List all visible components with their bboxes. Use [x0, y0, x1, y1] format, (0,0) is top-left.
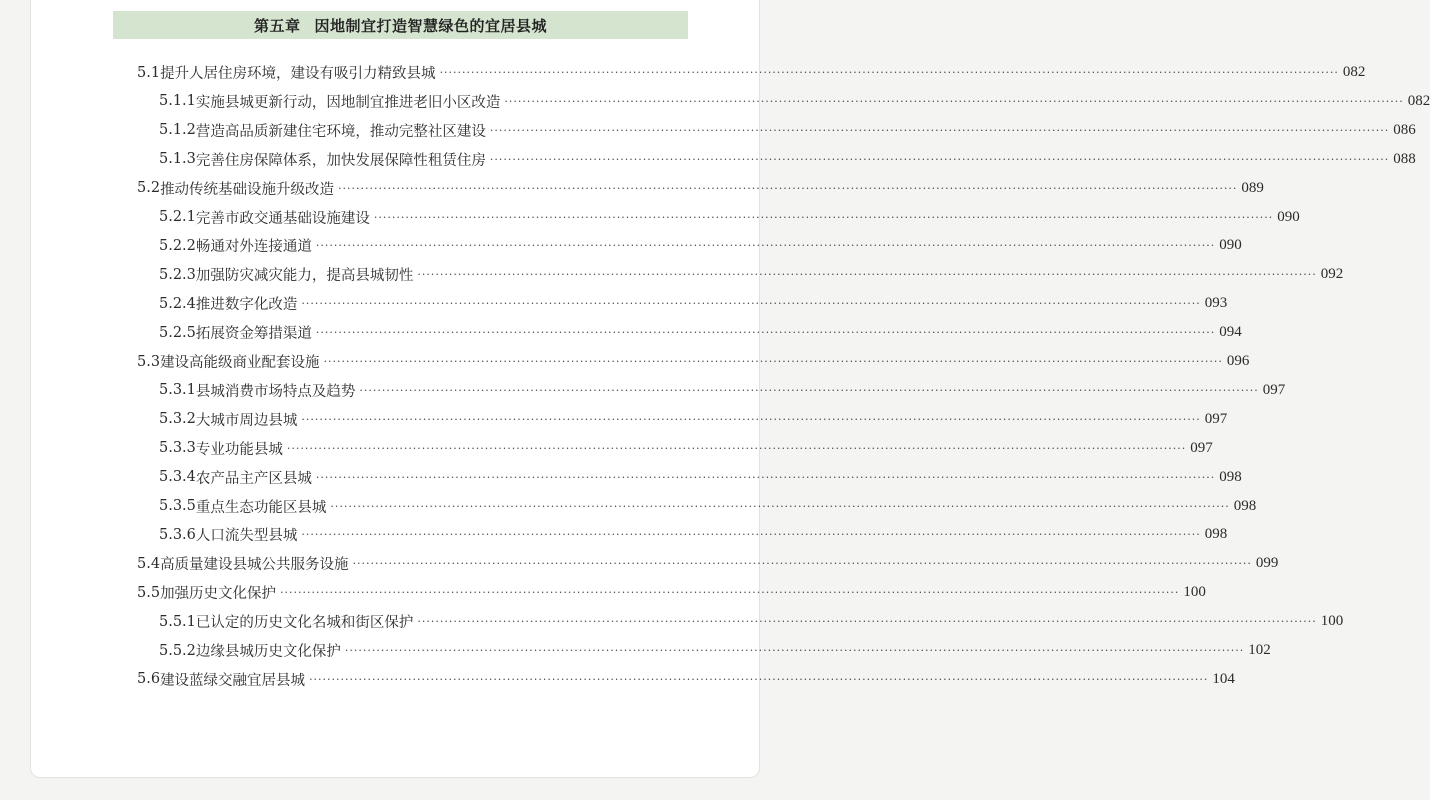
toc-entry-title: 高质量建设县城公共服务设施 — [160, 557, 349, 574]
toc-entry-title: 人口流失型县城 — [195, 528, 298, 545]
toc-entry[interactable] — [137, 549, 1279, 578]
toc-leader-dots: ········································································································································································································ — [417, 268, 1317, 282]
toc-entry[interactable] — [159, 636, 1271, 665]
toc-entry-number: 5.1.3 — [159, 151, 196, 168]
toc-leader-dots: ········································································································································································································ — [323, 355, 1223, 368]
toc-leader-dots: ········································································································································································································ — [417, 615, 1317, 629]
toc-leader-dots: ········································································································································································································ — [330, 499, 1230, 513]
toc-entry[interactable] — [159, 87, 1430, 116]
toc-entry-number: 5.5.2 — [159, 642, 196, 659]
toc-entry-page: 094 — [1219, 324, 1242, 341]
toc-entry-page: 090 — [1219, 237, 1242, 254]
toc-entry-title: 已认定的历史文化名城和街区保护 — [195, 615, 414, 632]
toc-entry-page: 093 — [1204, 295, 1228, 312]
toc-leader-dots: ········································································································································································································ — [344, 644, 1245, 657]
toc-leader-dots: ········································································································································································································ — [301, 297, 1201, 311]
toc-entry-number: 5.2 — [137, 180, 161, 197]
toc-entry-page: 102 — [1248, 642, 1271, 658]
toc-entry[interactable] — [159, 520, 1228, 549]
toc-entry[interactable] — [137, 58, 1366, 87]
chapter-header — [113, 11, 688, 39]
toc-entry-page: 100 — [1320, 613, 1344, 630]
toc-entry-title: 推进数字化改造 — [195, 297, 298, 314]
toc-entry-number: 5.3.2 — [159, 411, 196, 428]
toc-leader-dots: ········································································································································································································ — [439, 66, 1339, 79]
toc-entry-page: 082 — [1342, 64, 1366, 80]
toc-leader-dots: ········································································································································································································ — [280, 586, 1180, 600]
toc-leader-dots: ········································································································································································································ — [359, 383, 1259, 397]
toc-entry-page: 097 — [1204, 410, 1228, 427]
toc-entry-number: 5.1.1 — [159, 93, 196, 110]
toc-entry[interactable] — [159, 116, 1416, 145]
toc-entry-title: 加强防灾减灾能力，提高县城韧性 — [195, 268, 414, 285]
toc-entry-title: 畅通对外连接通道 — [195, 239, 312, 256]
toc-leader-dots: ········································································································································································································ — [338, 181, 1238, 195]
toc-entry-title: 边缘县城历史文化保护 — [195, 644, 341, 660]
toc-leader-dots: ········································································································································································································ — [286, 441, 1187, 455]
toc-entry-page: 088 — [1393, 150, 1416, 167]
toc-entry-number: 5.5 — [137, 584, 161, 601]
toc-entry[interactable] — [159, 145, 1416, 174]
toc-entry-page: 092 — [1320, 266, 1344, 283]
toc-entry[interactable] — [137, 665, 1235, 694]
toc-entry-page: 096 — [1226, 353, 1250, 369]
toc-entry-title: 专业功能县城 — [195, 441, 283, 458]
toc-entry-number: 5.1.2 — [159, 122, 196, 139]
toc-entry-number: 5.3.4 — [159, 469, 196, 486]
toc-entry-number: 5.4 — [137, 555, 161, 572]
toc-leader-dots: ········································································································································································································ — [489, 152, 1390, 166]
toc-entry-number: 5.5.1 — [159, 613, 196, 630]
toc-entry-page: 090 — [1277, 208, 1300, 225]
toc-entry-title: 实施县城更新行动，因地制宜推进老旧小区改造 — [195, 94, 501, 111]
toc-leader-dots: ········································································································································································································ — [489, 123, 1390, 137]
toc-entry-number: 5.2.1 — [159, 209, 196, 225]
toc-entry-number: 5.3.1 — [159, 382, 196, 399]
toc-leader-dots: ········································································································································································································ — [315, 326, 1216, 340]
toc-entry-title: 完善市政交通基础设施建设 — [195, 210, 370, 227]
toc-entry[interactable] — [159, 203, 1300, 232]
toc-leader-dots: ········································································································································································································ — [352, 557, 1252, 571]
toc-entry-page: 086 — [1393, 121, 1416, 138]
toc-entry-number: 5.2.2 — [159, 237, 196, 254]
toc-entry-title: 营造高品质新建住宅环境，推动完整社区建设 — [195, 123, 486, 140]
toc-entry[interactable] — [159, 376, 1286, 405]
toc-entry-number: 5.6 — [137, 671, 161, 688]
toc-entry-number: 5.3.3 — [159, 440, 196, 457]
toc-entry-page: 082 — [1407, 92, 1430, 109]
toc-entry[interactable] — [137, 578, 1206, 607]
toc-entry-page: 099 — [1255, 555, 1279, 572]
toc-entry-page: 098 — [1233, 497, 1257, 514]
toc-entry-title: 推动传统基础设施升级改造 — [160, 181, 335, 198]
toc-entry[interactable] — [159, 231, 1242, 260]
toc-entry[interactable] — [137, 347, 1250, 376]
toc-entry[interactable] — [159, 405, 1228, 434]
chapter-label: 第五章 — [253, 16, 301, 35]
toc-entry-number: 5.2.3 — [159, 266, 196, 283]
toc-entry-title: 重点生态功能区县城 — [195, 499, 327, 516]
toc-entry-number: 5.2.5 — [159, 324, 196, 341]
toc-entry-page: 098 — [1219, 468, 1242, 485]
toc-entry[interactable] — [159, 260, 1344, 289]
toc-entry-number: 5.3.5 — [159, 498, 196, 514]
toc-entry-page: 089 — [1241, 179, 1264, 196]
toc-leader-dots: ········································································································································································································ — [309, 672, 1209, 686]
toc-entry-page: 098 — [1204, 526, 1228, 543]
chapter-title: 因地制宜打造智慧绿色的宜居县城 — [314, 16, 548, 35]
toc-leader-dots: ········································································································································································································ — [301, 528, 1201, 542]
toc-entry[interactable] — [159, 289, 1228, 318]
toc-entry[interactable] — [137, 174, 1264, 203]
toc-entry[interactable] — [159, 463, 1242, 492]
toc-entry-title: 提升人居住房环境，建设有吸引力精致县城 — [160, 66, 436, 82]
toc-entry-page: 100 — [1183, 584, 1206, 601]
toc-entry-title: 完善住房保障体系，加快发展保障性租赁住房 — [195, 152, 486, 169]
toc-entry-title: 大城市周边县城 — [195, 412, 298, 429]
toc-entry-title: 建设蓝绿交融宜居县城 — [160, 672, 306, 689]
toc-leader-dots: ········································································································································································································ — [315, 470, 1216, 484]
toc-entry-title: 加强历史文化保护 — [160, 586, 277, 603]
toc-leader-dots: ········································································································································································································ — [315, 239, 1216, 253]
toc-entry-number: 5.1 — [137, 64, 161, 81]
toc-entry-title: 建设高能级商业配套设施 — [160, 355, 320, 371]
toc-leader-dots: ········································································································································································································ — [504, 94, 1404, 108]
toc-entry-number: 5.2.4 — [159, 295, 196, 312]
toc-entry-title: 农产品主产区县城 — [195, 470, 312, 487]
toc-entry[interactable] — [159, 434, 1213, 463]
toc-entry-page: 104 — [1212, 670, 1235, 687]
toc-entry-page: 097 — [1262, 381, 1286, 398]
toc-entry[interactable] — [159, 492, 1257, 521]
toc-entry-page: 097 — [1190, 439, 1213, 456]
toc-entry-title: 县城消费市场特点及趋势 — [195, 383, 356, 400]
toc-entry[interactable] — [159, 607, 1344, 636]
toc-leader-dots: ········································································································································································································ — [301, 412, 1201, 426]
toc-entry[interactable] — [159, 318, 1242, 347]
toc-leader-dots: ········································································································································································································ — [373, 210, 1274, 224]
toc-entry-title: 拓展资金筹措渠道 — [195, 326, 312, 343]
toc-entry-number: 5.3.6 — [159, 526, 196, 543]
toc-entry-number: 5.3 — [137, 353, 161, 370]
